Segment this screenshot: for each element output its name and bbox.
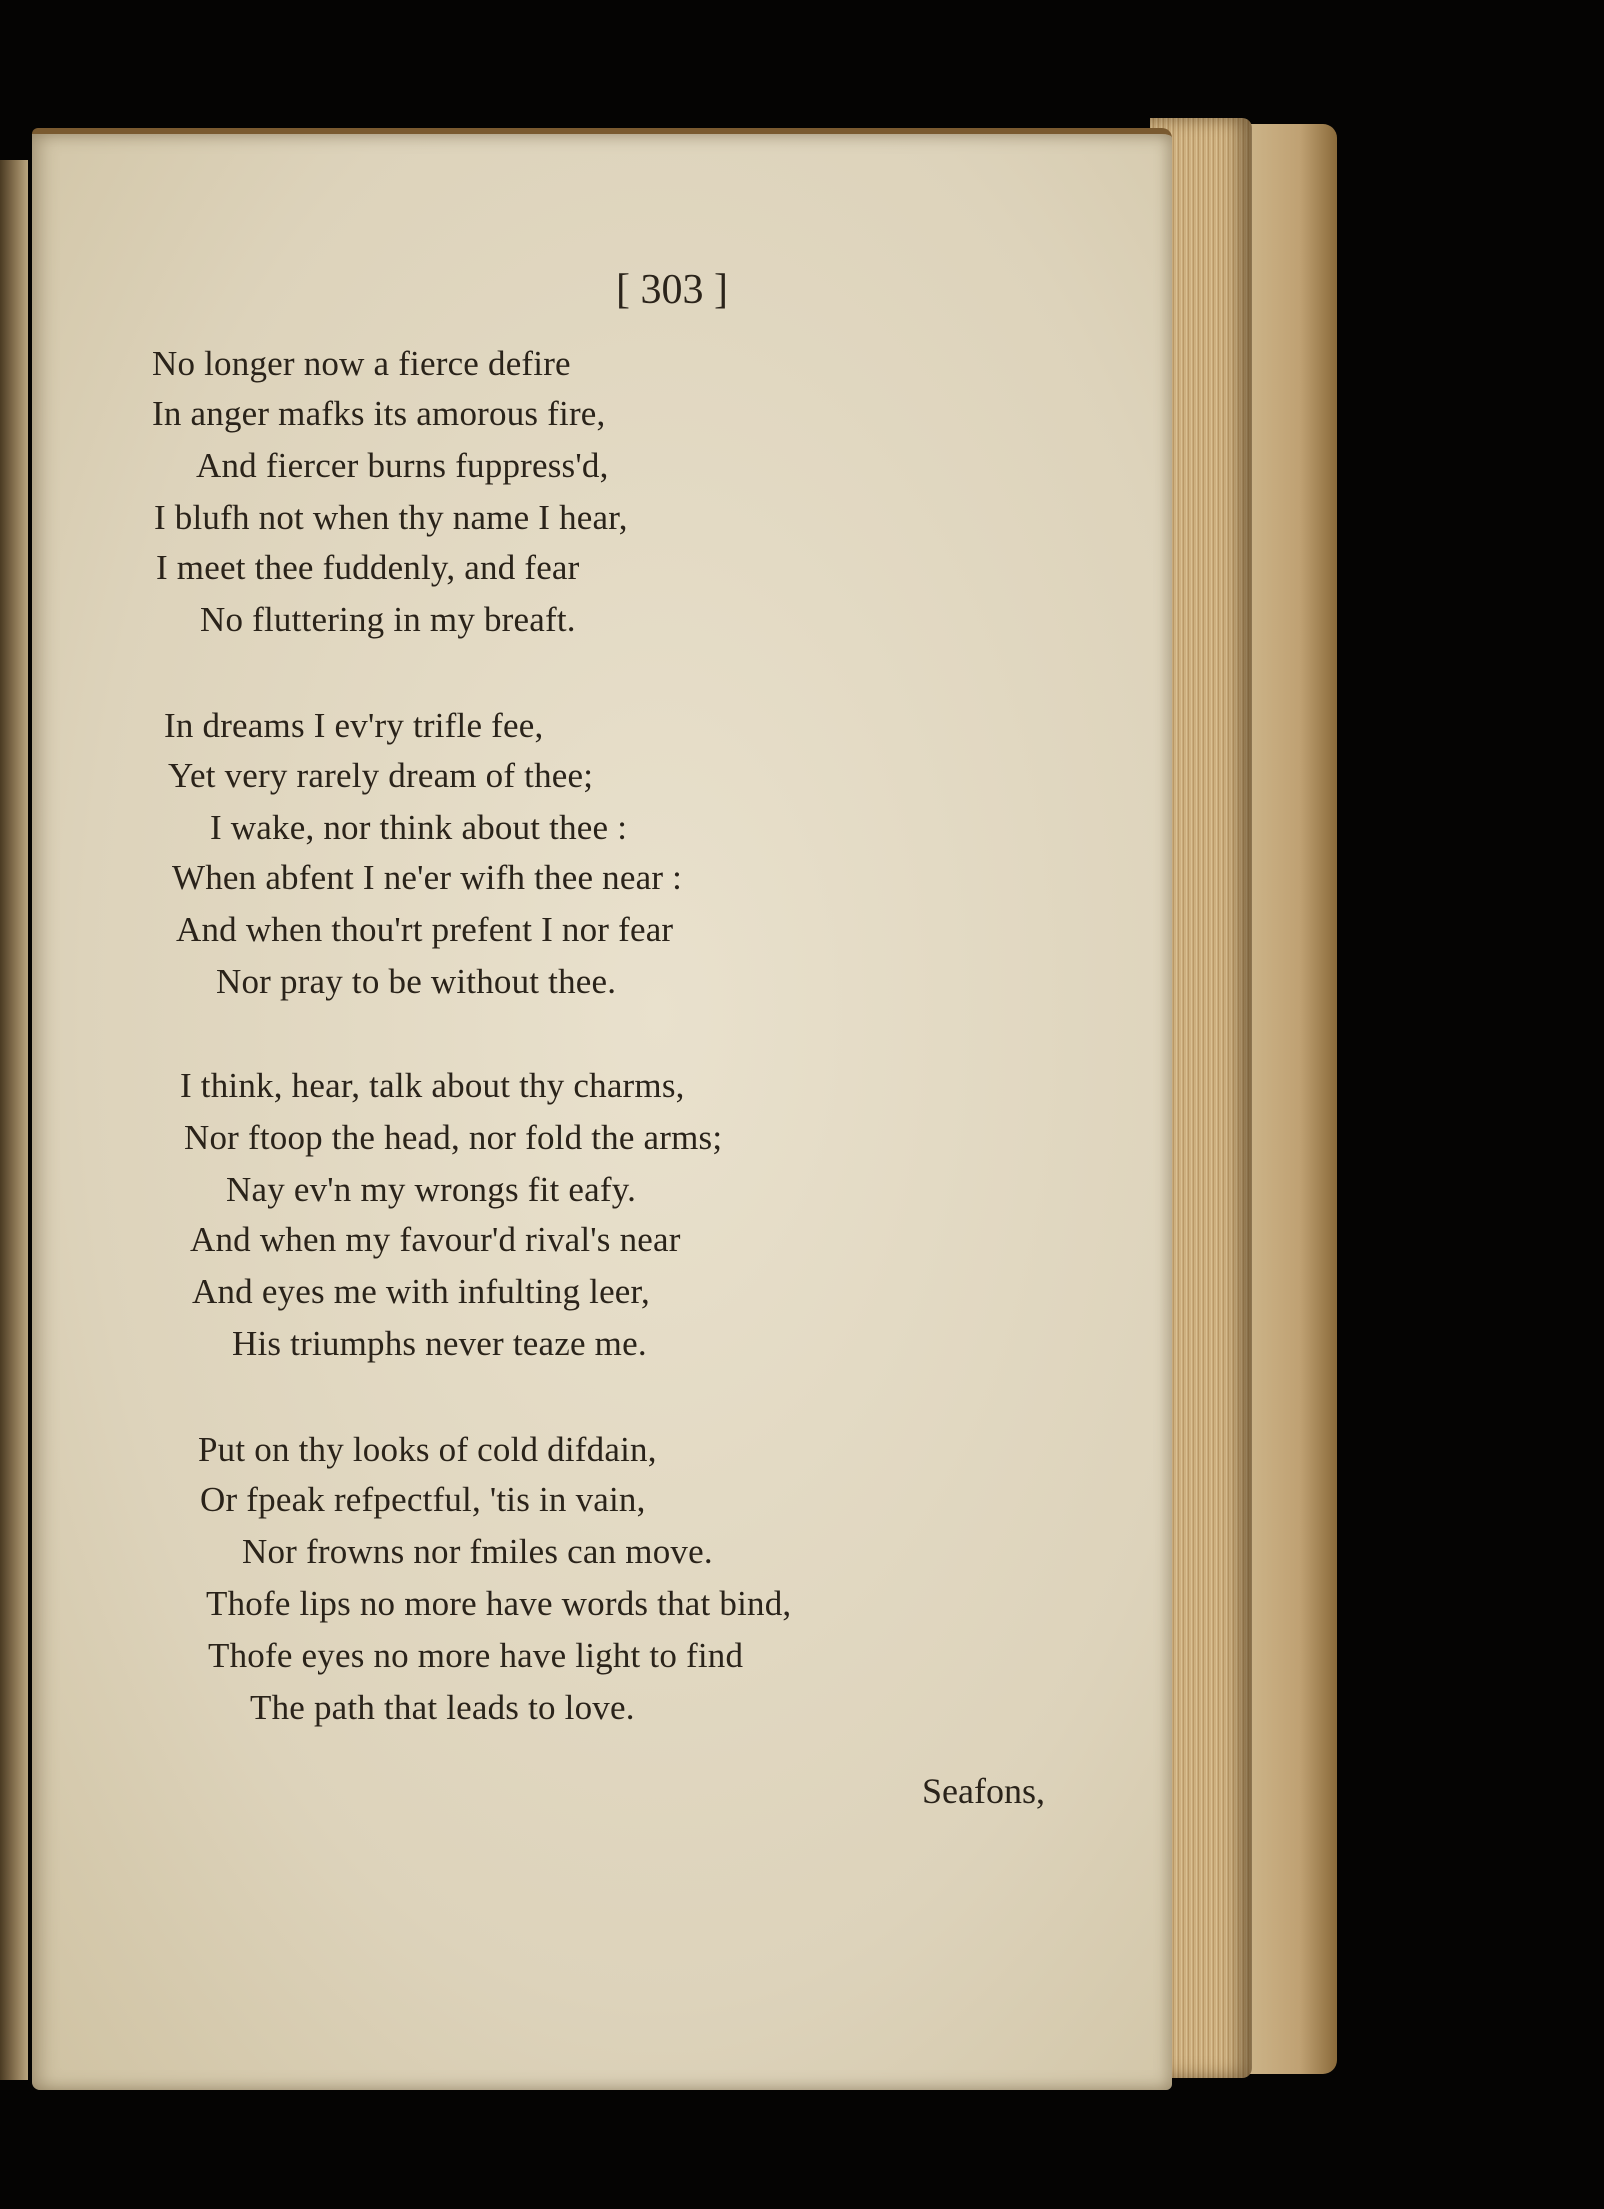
poem-line: Yet very rarely dream of thee; [168,756,594,795]
poem-line: In anger mafks its amorous fire, [152,394,606,433]
poem-line: I think, hear, talk about thy charms, [180,1066,685,1105]
poem-line: The path that leads to love. [250,1688,635,1727]
poem-line: And eyes me with infulting leer, [192,1272,650,1311]
poem-line: His triumphs never teaze me. [232,1324,647,1363]
poem-line: Put on thy looks of cold difdain, [198,1430,657,1469]
poem-line: And when my favour'd rival's near [190,1220,681,1259]
poem-line: No fluttering in my breaft. [200,600,576,639]
poem-line: Thofe lips no more have words that bind, [206,1584,792,1623]
poem-line: I blufh not when thy name I hear, [154,498,628,537]
poem-line: Nor frowns nor fmiles can move. [242,1532,713,1571]
poem-line: I meet thee fuddenly, and fear [156,548,580,587]
poem-line: In dreams I ev'ry trifle fee, [164,706,544,745]
poem-line: And fiercer burns fuppress'd, [196,446,609,485]
poem-line: Or fpeak refpectful, 'tis in vain, [200,1480,646,1519]
page-number-text: [ 303 ] [616,267,728,313]
poem-line: No longer now a fierce defire [152,344,571,383]
poem-line: Thofe eyes no more have light to find [208,1636,744,1675]
poem-line: Nor pray to be without thee. [216,962,617,1001]
poem-line: Nor ftoop the head, nor fold the arms; [184,1118,723,1157]
poem-line: And when thou'rt prefent I nor fear [176,910,674,949]
poem-line: Nay ev'n my wrongs fit eafy. [226,1170,637,1209]
catchword: Seafons, [922,1771,1045,1811]
poem-line: I wake, nor think about thee : [210,808,628,847]
poem-line: When abfent I ne'er wifh thee near : [172,858,683,897]
